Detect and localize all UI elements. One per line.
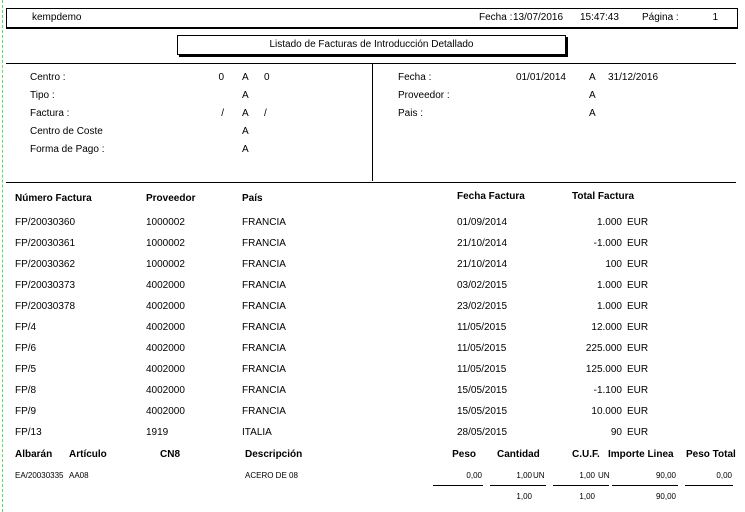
cell-pais: FRANCIA [242, 364, 286, 375]
filter-to: / [264, 108, 267, 119]
cell-proveedor: 4002000 [146, 364, 185, 375]
cell-fecha-factura: 21/10/2014 [457, 259, 508, 270]
cell-fecha-factura: 11/05/2015 [457, 322, 507, 333]
cell-fecha-factura: 15/05/2015 [457, 406, 508, 417]
header-page-label: Página : [642, 12, 679, 23]
cell-numero-factura: FP/20030362 [15, 259, 76, 270]
detail-cuf: 1,00 [579, 471, 595, 480]
detail-albaran: EA/20030335 [15, 471, 64, 480]
cell-total-factura: 10.000 [591, 406, 622, 417]
cell-moneda: EUR [627, 280, 649, 291]
filter-separator: A [242, 144, 249, 155]
col-descripcion: Descripción [245, 449, 303, 460]
cell-total-factura: 90 [610, 427, 622, 438]
col-cuf: C.U.F. [572, 449, 600, 460]
cell-proveedor: 1919 [146, 427, 169, 438]
header-date-label: Fecha : [479, 12, 513, 23]
cell-numero-factura: FP/6 [15, 343, 37, 354]
cell-fecha-factura: 03/02/2015 [457, 280, 508, 291]
col-cantidad: Cantidad [497, 449, 540, 460]
cell-numero-factura: FP/13 [15, 427, 42, 438]
cell-total-factura: 1.000 [596, 280, 622, 291]
cell-moneda: EUR [627, 364, 649, 375]
subtotal-line-peso [433, 485, 483, 486]
cell-numero-factura: FP/4 [15, 322, 37, 333]
subtotal-line-cuf [553, 485, 609, 486]
cell-proveedor: 4002000 [146, 322, 185, 333]
filter-separator: A [589, 90, 596, 101]
cell-moneda: EUR [627, 427, 649, 438]
cell-proveedor: 4002000 [146, 343, 185, 354]
cell-fecha-factura: 23/02/2015 [457, 301, 508, 312]
col-fecha-factura: Fecha Factura [457, 191, 525, 202]
report-header [6, 8, 738, 29]
cell-numero-factura: FP/20030373 [15, 280, 76, 291]
detail-articulo: AA08 [69, 471, 89, 480]
filter-label: Centro de Coste [30, 126, 103, 137]
page-margin-guide [2, 0, 3, 512]
cell-total-factura: 1.000 [596, 301, 622, 312]
cell-fecha-factura: 01/09/2014 [457, 217, 508, 228]
col-total-factura: Total Factura [572, 191, 635, 202]
cell-moneda: EUR [627, 343, 649, 354]
cell-moneda: EUR [627, 301, 649, 312]
cell-pais: FRANCIA [242, 217, 286, 228]
cell-moneda: EUR [627, 238, 649, 249]
col-numero-factura: Número Factura [15, 193, 92, 204]
cell-pais: FRANCIA [242, 406, 286, 417]
cell-numero-factura: FP/8 [15, 385, 37, 396]
cell-numero-factura: FP/20030361 [15, 238, 76, 249]
cell-moneda: EUR [627, 322, 649, 333]
filter-label: Pais : [398, 108, 424, 119]
filter-label: Factura : [30, 108, 70, 119]
cell-fecha-factura: 11/05/2015 [457, 364, 507, 375]
report-title: Listado de Facturas de Introducción Detallado [177, 35, 566, 55]
cell-fecha-factura: 11/05/2015 [457, 343, 507, 354]
cell-pais: FRANCIA [242, 238, 286, 249]
col-peso-total: Peso Total [686, 449, 736, 460]
cell-pais: FRANCIA [242, 259, 286, 270]
cell-proveedor: 4002000 [146, 301, 185, 312]
cell-numero-factura: FP/20030360 [15, 217, 76, 228]
col-proveedor: Proveedor [146, 193, 196, 204]
cell-proveedor: 4002000 [146, 385, 185, 396]
cell-total-factura: 100 [605, 259, 622, 270]
subtotal-line-importe [612, 485, 678, 486]
detail-cantidad-unit: UN [533, 471, 545, 480]
cell-proveedor: 1000002 [146, 238, 185, 249]
cell-total-factura: 225.000 [585, 343, 622, 354]
cell-fecha-factura: 21/10/2014 [457, 238, 508, 249]
total-cuf: 1,00 [579, 492, 595, 501]
detail-peso: 0,00 [466, 471, 482, 480]
filter-label: Centro : [30, 72, 66, 83]
cell-total-factura: 12.000 [591, 322, 622, 333]
cell-moneda: EUR [627, 217, 649, 228]
filter-label: Proveedor : [398, 90, 450, 101]
filter-separator: A [242, 90, 249, 101]
filter-label: Forma de Pago : [30, 144, 105, 155]
cell-pais: FRANCIA [242, 301, 286, 312]
cell-total-factura: 125.000 [585, 364, 622, 375]
cell-proveedor: 4002000 [146, 280, 185, 291]
cell-proveedor: 1000002 [146, 259, 185, 270]
filter-separator: A [589, 108, 596, 119]
cell-pais: FRANCIA [242, 280, 286, 291]
filter-separator: A [242, 108, 249, 119]
filter-label: Tipo : [30, 90, 55, 101]
company-name: kempdemo [32, 12, 82, 23]
cell-fecha-factura: 15/05/2015 [457, 385, 508, 396]
filter-label: Fecha : [398, 72, 432, 83]
cell-numero-factura: FP/5 [15, 364, 37, 375]
col-pais: País [242, 193, 263, 204]
col-importe-linea: Importe Linea [608, 449, 674, 460]
total-cantidad: 1,00 [516, 492, 532, 501]
detail-cantidad: 1,00 [516, 471, 532, 480]
cell-numero-factura: FP/9 [15, 406, 37, 417]
detail-peso-total: 0,00 [716, 471, 732, 480]
col-albaran: Albarán [15, 449, 53, 460]
cell-moneda: EUR [627, 406, 649, 417]
subtotal-line-cantidad [490, 485, 546, 486]
filter-from: / [221, 108, 224, 119]
total-importe: 90,00 [655, 492, 676, 501]
cell-fecha-factura: 28/05/2015 [457, 427, 508, 438]
filter-to: 0 [264, 72, 270, 83]
cell-proveedor: 1000002 [146, 217, 185, 228]
detail-descripcion: ACERO DE 08 [245, 471, 298, 480]
cell-moneda: EUR [627, 259, 649, 270]
header-date-value: 13/07/2016 [513, 12, 564, 23]
header-time: 15:47:43 [580, 12, 619, 23]
cell-total-factura: -1.000 [593, 238, 622, 249]
filter-to: 31/12/2016 [608, 72, 659, 83]
filter-separator: A [242, 72, 249, 83]
cell-numero-factura: FP/20030378 [15, 301, 76, 312]
cell-pais: ITALIA [242, 427, 272, 438]
cell-total-factura: 1.000 [596, 217, 622, 228]
col-peso: Peso [452, 449, 476, 460]
cell-moneda: EUR [627, 385, 649, 396]
col-articulo: Artículo [69, 449, 107, 460]
filter-from: 0 [218, 72, 224, 83]
col-cn8: CN8 [160, 449, 181, 460]
cell-pais: FRANCIA [242, 322, 286, 333]
cell-pais: FRANCIA [242, 343, 286, 354]
subtotal-line-peso-total [685, 485, 733, 486]
cell-proveedor: 4002000 [146, 406, 185, 417]
detail-cuf-unit: UN [598, 471, 610, 480]
filter-separator: A [589, 72, 596, 83]
detail-importe: 90,00 [655, 471, 676, 480]
filter-panel-divider [372, 63, 373, 181]
header-page-value: 1 [712, 12, 718, 23]
cell-total-factura: -1.100 [593, 385, 622, 396]
cell-pais: FRANCIA [242, 385, 286, 396]
filter-separator: A [242, 126, 249, 137]
filter-from: 01/01/2014 [515, 72, 566, 83]
